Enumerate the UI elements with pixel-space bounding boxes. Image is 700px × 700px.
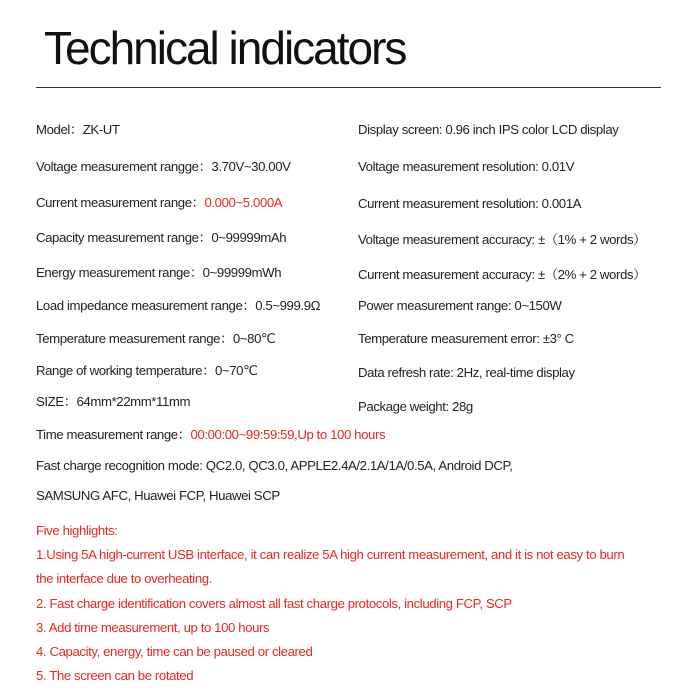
highlight-item: 5. The screen can be rotated [36, 668, 194, 683]
spec-value: 0~99999mWh [202, 265, 282, 280]
spec-value: 64mm*22mm*11mm [76, 394, 191, 409]
spec-value: 0.5~999.9Ω [255, 298, 321, 313]
spec-size [36, 393, 190, 411]
spec-label: SIZE： [36, 394, 77, 409]
page-title: Technical indicators [44, 22, 406, 74]
spec-current-accuracy: Current measurement accuracy: ±（2% + 2 words） [358, 267, 646, 282]
spec-temperature-range [36, 330, 275, 348]
highlights-title: Five highlights: [36, 523, 118, 538]
spec-temperature-error: Temperature measurement error: ±3° C [358, 331, 574, 346]
spec-label: Model： [36, 122, 83, 137]
spec-value: 3.70V~30.00V [211, 159, 291, 174]
highlight-item: 2. Fast charge identification covers almost all fast charge protocols, including FCP, SCP [36, 596, 512, 611]
spec-value: 0~70℃ [214, 363, 258, 378]
spec-value: 00:00:00~99:59:59,Up to 100 hours [190, 427, 386, 442]
spec-time-range [36, 426, 385, 444]
spec-label: Temperature measurement range： [36, 331, 233, 346]
spec-label: Time measurement range： [36, 427, 191, 442]
spec-value: ZK-UT [82, 122, 120, 137]
spec-capacity-range [36, 229, 286, 247]
spec-model [36, 121, 120, 139]
fast-charge-line-1: Fast charge recognition mode: QC2.0, QC3.0, APPLE2.4A/2.1A/1A/0.5A, Android DCP, [36, 458, 513, 473]
spec-label: Voltage measurement rangge： [36, 159, 212, 174]
title-divider [36, 87, 661, 88]
spec-display-screen: Display screen: 0.96 inch IPS color LCD display [358, 122, 619, 137]
highlight-item: the interface due to overheating. [36, 571, 212, 586]
spec-label: Current measurement range： [36, 195, 205, 210]
highlight-item: 1.Using 5A high-current USB interface, it can realize 5A high current measurement, and it is not easy to burn [36, 547, 625, 562]
spec-value: 0~80℃ [232, 331, 276, 346]
spec-impedance-range [36, 297, 320, 315]
highlight-item: 3. Add time measurement, up to 100 hours [36, 620, 270, 635]
spec-voltage-accuracy: Voltage measurement accuracy: ±（1% + 2 words） [358, 232, 646, 247]
spec-value: 0~99999mAh [211, 230, 287, 245]
fast-charge-line-2: SAMSUNG AFC, Huawei FCP, Huawei SCP [36, 488, 280, 503]
spec-label: Capacity measurement range： [36, 230, 212, 245]
spec-voltage-resolution: Voltage measurement resolution: 0.01V [358, 159, 575, 174]
spec-current-range [36, 194, 282, 212]
spec-label: Energy measurement range： [36, 265, 203, 280]
spec-energy-range [36, 264, 281, 282]
spec-label: Range of working temperature： [36, 363, 215, 378]
spec-current-resolution: Current measurement resolution: 0.001A [358, 196, 582, 211]
spec-power-range: Power measurement range: 0~150W [358, 298, 562, 313]
spec-refresh-rate: Data refresh rate: 2Hz, real-time display [358, 365, 575, 380]
spec-package-weight: Package weight: 28g [358, 399, 473, 414]
spec-value: 0.000~5.000A [204, 195, 283, 210]
spec-label: Load impedance measurement range： [36, 298, 256, 313]
spec-working-temperature [36, 362, 258, 380]
spec-voltage-range [36, 158, 291, 176]
highlight-item: 4. Capacity, energy, time can be paused or cleared [36, 644, 313, 659]
